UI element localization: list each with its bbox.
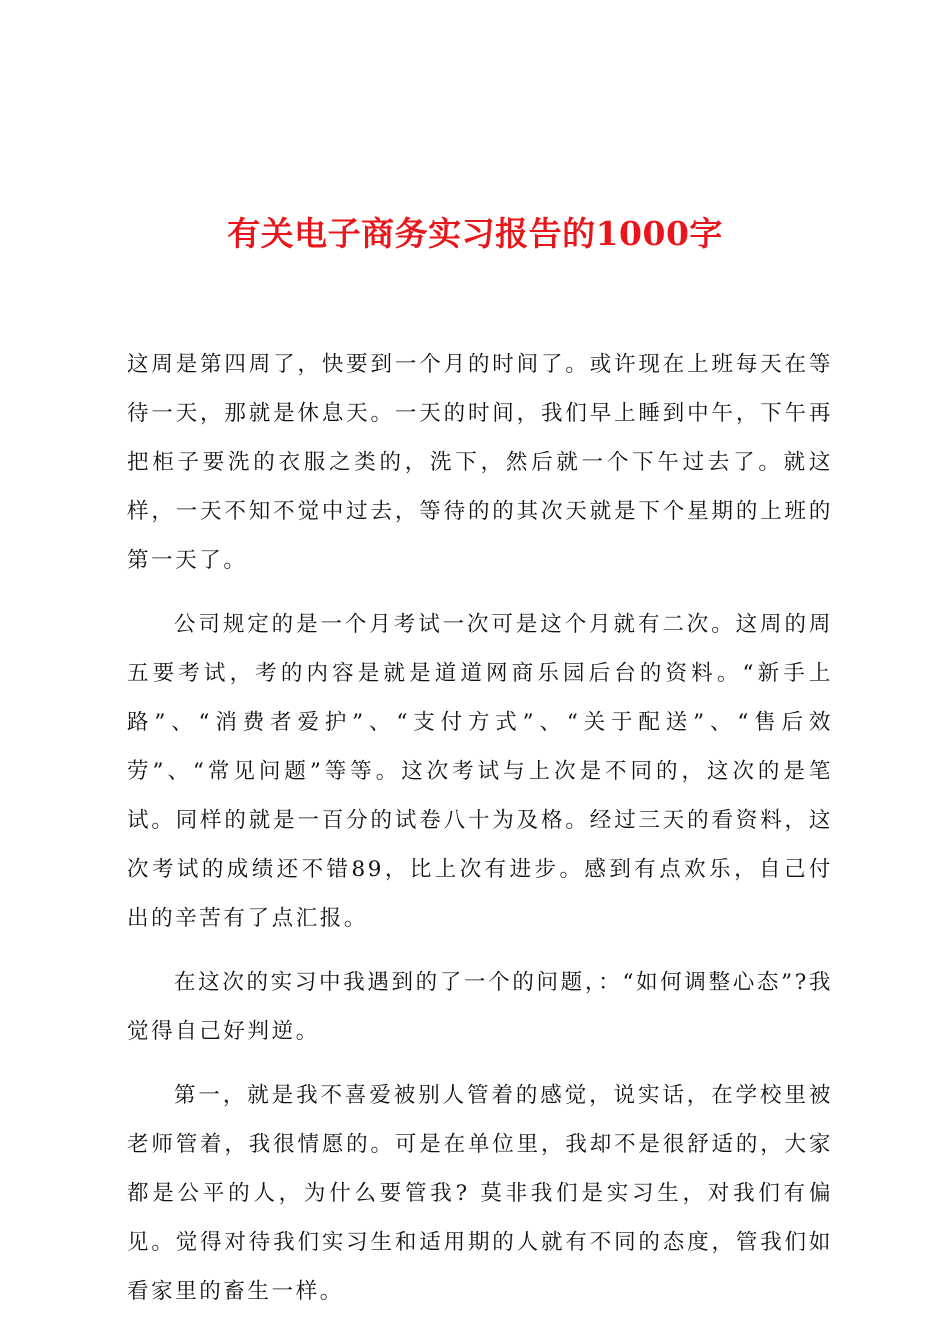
- paragraph-1: 这周是第四周了，快要到一个月的时间了。或许现在上班每天在等待一天，那就是休息天。一天的时间，我们早上睡到中午，下午再把柜子要洗的衣服之类的，洗下，然后就一个下午过去了。就这样，一天不知不觉中过去，等待的的其次天就是下个星期的上班的第一天了。: [127, 352, 833, 573]
- document-title: 有关电子商务实习报告的1000字: [227, 214, 723, 253]
- paragraph-4: 第一，就是我不喜爱被别人管着的感觉，说实话，在学校里被老师管着，我很情愿的。可是在单位里，我却不是很舒适的，大家都是公平的人，为什么要管我? 莫非我们是实习生，对我们有偏见。觉得对待我们实习生和适用期的人就有不同的态度，管我们如看家里的畜生一样。: [127, 1083, 833, 1304]
- document-body: [127, 340, 833, 1331]
- paragraph-3: 在这次的实习中我遇到的了一个的问题，：“如何调整心态”?我觉得自己好判逆。: [127, 970, 833, 1044]
- paragraph-2: 公司规定的是一个月考试一次可是这个月就有二次。这周的周五要考试，考的内容是就是道道网商乐园后台的资料。“新手上路”、“消费者爱护”、“支付方式”、“关于配送”、“售后效劳”、“常见问题”等等。这次考试与上次是不同的，这次的是笔试。同样的就是一百分的试卷八十为及格。经过三天的看资料，这次考试的成绩还不错89，比上次有进步。感到有点欢乐，自己付出的辛苦有了点汇报。: [127, 612, 833, 931]
